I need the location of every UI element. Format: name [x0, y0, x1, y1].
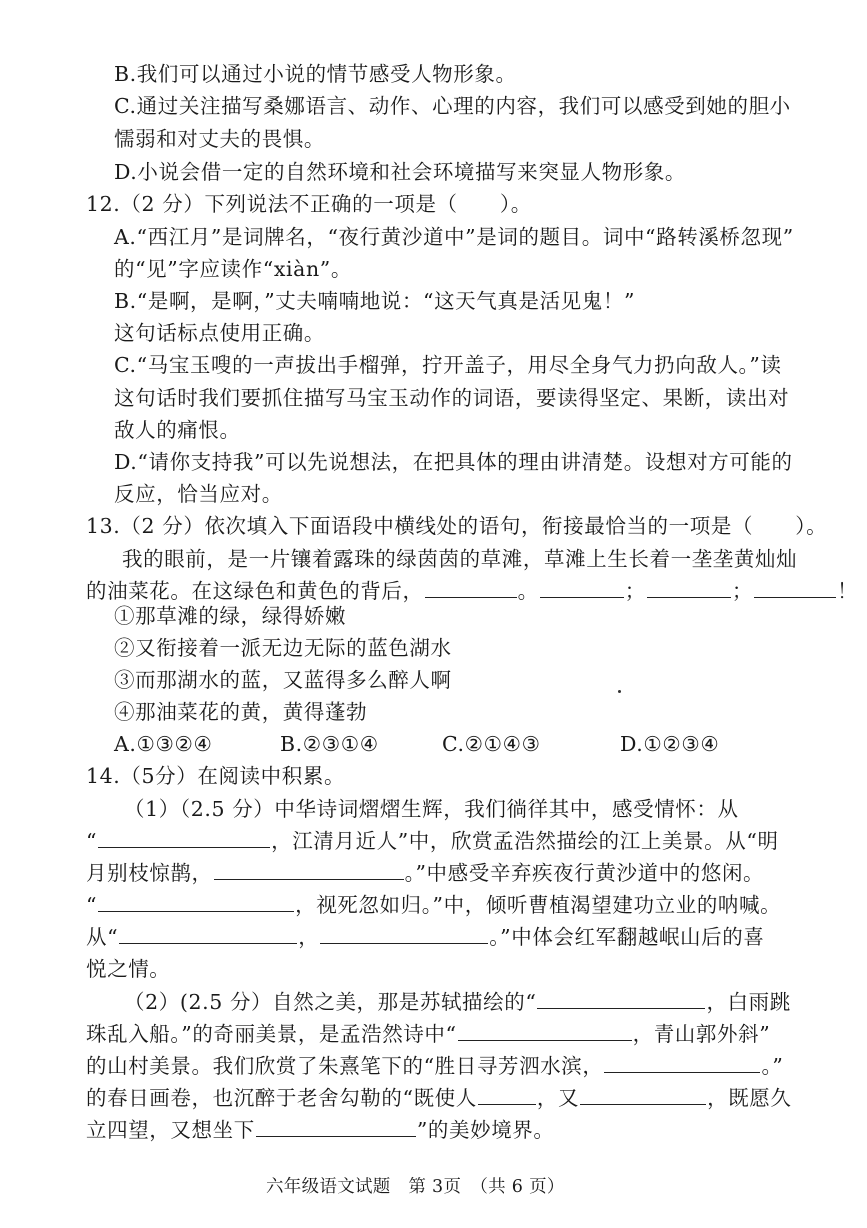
q14-blank-1[interactable] — [98, 826, 270, 848]
q14-part1-line2: “ ，江清月近人”中，欣赏孟浩然描绘的江上美景。从“明 — [86, 826, 779, 856]
q14-part2-line1: （2）(2.5 分）自然之美，那是苏轼描绘的“ ，白雨跳 — [124, 987, 791, 1017]
q12-option-c-line2: 这句话时我们要抓住描写马宝玉动作的词语，要读得坚定、果断，读出对 — [114, 386, 790, 410]
q13-item-3: ③而那湖水的蓝，又蓝得多么醉人啊 — [114, 668, 452, 692]
q14-blank-11[interactable] — [256, 1115, 416, 1137]
q14-part2-line3: 的山村美景。我们欣赏了朱熹笔下的“胜日寻芳泗水滨， 。” — [86, 1051, 783, 1081]
q13-choice-b: B.②③①④ — [280, 732, 379, 756]
q14-blank-3[interactable] — [98, 890, 294, 912]
q14-blank-6[interactable] — [537, 987, 705, 1009]
q14-blank-8[interactable] — [604, 1051, 760, 1073]
q11-option-b: B.我们可以通过小说的情节感受人物形象。 — [114, 62, 517, 86]
q14-part1-line1: （1）（2.5 分）中华诗词熠熠生辉，我们徜徉其中，感受情怀：从 — [124, 797, 739, 821]
q14-stem: 14.（5分）在阅读中积累。 — [86, 764, 346, 788]
q11-option-c-line1: C.通过关注描写桑娜语言、动作、心理的内容，我们可以感受到她的胆小 — [114, 94, 791, 118]
q14-blank-9[interactable] — [478, 1083, 536, 1105]
q12-option-b-line2: 这句话标点使用正确。 — [114, 321, 325, 345]
q14-part1-line4: “ ，视死忽如归。”中，倾听曹植渴望建功立业的呐喊。 — [86, 890, 781, 920]
q14-part2-line4: 的春日画卷，也沉醉于老舍勾勒的“既使人 ，又 ，既愿久 — [86, 1083, 792, 1113]
q12-option-a-line1: A.“西江月”是词牌名，“夜行黄沙道中”是词的题目。词中“路转溪桥忽现” — [114, 225, 794, 249]
stray-dot — [618, 690, 621, 693]
q12-stem: 12.（2 分）下列说法不正确的一项是（ ）。 — [86, 192, 532, 216]
q13-item-1: ①那草滩的绿，绿得娇嫩 — [114, 604, 347, 628]
q12-option-b-line1: B.“是啊，是啊，”丈夫喃喃地说：“这天气真是活见鬼！” — [114, 289, 636, 313]
q14-blank-5[interactable] — [320, 922, 488, 944]
q12-option-c-line1: C.“马宝玉嗖的一声拔出手榴弹，拧开盖子，用尽全身气力扔向敌人。”读 — [114, 353, 782, 377]
q13-choice-a: A.①③②④ — [114, 732, 213, 756]
q13-passage-text: 的油菜花。在这绿色和黄色的背后， — [86, 579, 424, 603]
q12-option-d-line1: D.“请你支持我”可以先说想法，在把具体的理由讲清楚。设想对方可能的 — [114, 450, 793, 474]
q14-blank-2[interactable] — [214, 858, 404, 880]
q13-blank-3[interactable] — [647, 576, 731, 598]
q14-part1-line6: 悦之情。 — [86, 957, 171, 981]
q12-option-a-line2: 的“见”字应读作“xiàn”。 — [114, 257, 352, 281]
q13-passage-line2: 的油菜花。在这绿色和黄色的背后， 。 ； ； ！ — [86, 576, 858, 606]
q13-choice-d: D.①②③④ — [620, 732, 720, 756]
q13-blank-1[interactable] — [425, 576, 517, 598]
q13-passage-line1: 我的眼前，是一片镶着露珠的绿茵茵的草滩，草滩上生长着一垄垄黄灿灿 — [122, 547, 798, 571]
q14-part1-line3: 月别枝惊鹊， 。”中感受辛弃疾夜行黄沙道中的悠闲。 — [86, 858, 764, 888]
q13-blank-2[interactable] — [540, 576, 624, 598]
q13-item-2: ②又衔接着一派无边无际的蓝色湖水 — [114, 636, 452, 660]
q12-option-d-line2: 反应，恰当应对。 — [114, 482, 283, 506]
q13-stem: 13.（2 分）依次填入下面语段中横线处的语句，衔接最恰当的一项是（ ）。 — [86, 514, 828, 538]
q13-item-4: ④那油菜花的黄，黄得蓬勃 — [114, 700, 368, 724]
q14-blank-7[interactable] — [458, 1019, 632, 1041]
q14-part2-line2: 珠乱入船。”的奇丽美景，是孟浩然诗中“ ，青山郭外斜” — [86, 1019, 770, 1049]
q11-option-d: D.小说会借一定的自然环境和社会环境描写来突显人物形象。 — [114, 160, 687, 184]
q13-choice-c: C.②①④③ — [442, 732, 541, 756]
q11-option-c-line2: 懦弱和对丈夫的畏惧。 — [114, 127, 325, 151]
page-footer: 六年级语文试题 第 3页 （共 6 页） — [266, 1177, 565, 1197]
q13-blank-4[interactable] — [754, 576, 836, 598]
q14-blank-10[interactable] — [580, 1083, 706, 1105]
q14-part1-line5: 从“ ， 。”中体会红军翻越岷山后的喜 — [86, 922, 764, 952]
q14-blank-4[interactable] — [119, 922, 297, 944]
q12-option-c-line3: 敌人的痛恨。 — [114, 418, 241, 442]
q14-part2-line5: 立四望，又想坐下 ”的美妙境界。 — [86, 1115, 555, 1145]
